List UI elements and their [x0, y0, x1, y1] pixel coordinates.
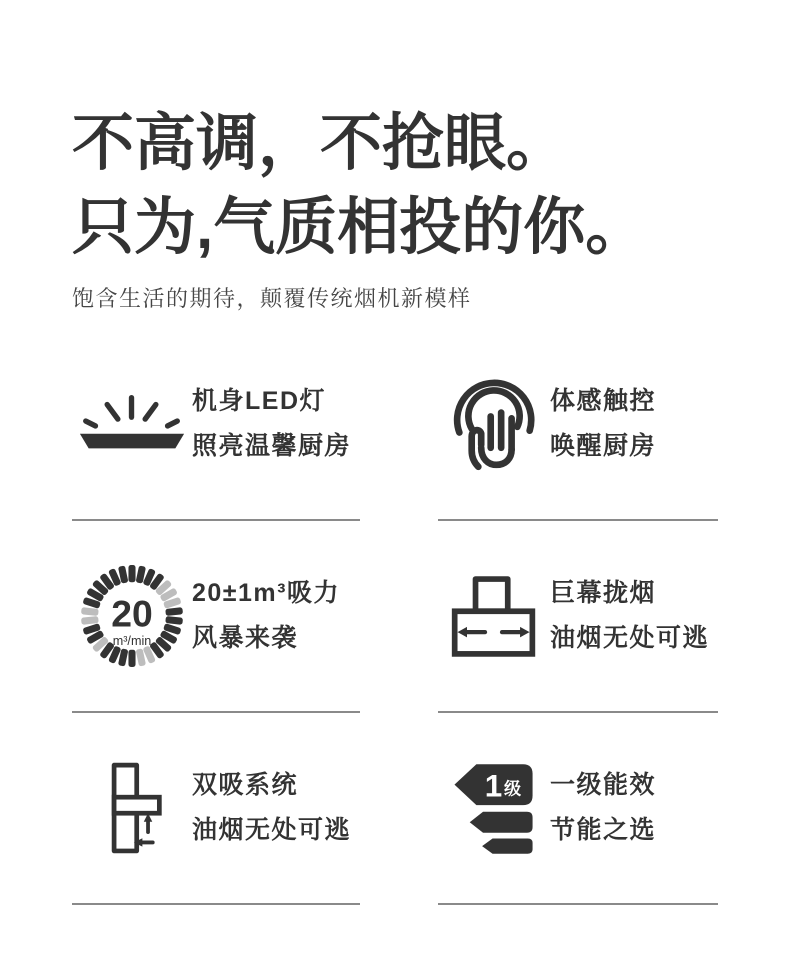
feature-cell-suction: [72, 521, 360, 713]
feature-title: 机身LED灯: [192, 387, 327, 415]
feature-title: 体感触控: [550, 387, 657, 415]
led-light-icon: [72, 389, 192, 459]
feature-cell-screen: [438, 521, 718, 713]
feature-title: 双吸系统: [192, 771, 299, 799]
feature-title: 巨幕拢烟: [550, 579, 657, 607]
gesture-touch-icon: [438, 375, 550, 473]
hero-section: [0, 0, 790, 313]
page-title: [72, 102, 790, 270]
page-subtitle: 饱含生活的期待，颠覆传统烟机新模样: [72, 286, 472, 311]
feature-subtitle: 节能之选: [550, 815, 657, 844]
feature-cell-led: [72, 329, 360, 521]
feature-energy: [438, 759, 718, 857]
feature-subtitle: 油烟无处可逃: [550, 623, 710, 652]
feature-subtitle: 照亮温馨厨房: [192, 431, 352, 460]
feature-led: [72, 388, 360, 460]
energy-grade-unit: 级: [504, 778, 522, 799]
hood-side-icon: [72, 761, 192, 856]
feature-cell-energy: [438, 713, 718, 905]
gauge-value: 20: [111, 592, 153, 635]
feature-title: 20±1m³吸力: [192, 579, 340, 607]
feature-suction: [72, 560, 360, 672]
feature-title: 一级能效: [550, 771, 657, 799]
feature-cell-touch: [438, 329, 718, 521]
hood-front-icon: [438, 573, 550, 659]
feature-cell-dual-suction: [72, 713, 360, 905]
feature-dual-suction: [72, 761, 360, 856]
feature-touch: [438, 375, 718, 473]
title-line-1: 不高调，不抢眼。: [72, 109, 569, 178]
gauge-unit: m³/min: [112, 633, 152, 648]
feature-subtitle: 唤醒厨房: [550, 431, 657, 460]
feature-subtitle: 油烟无处可逃: [192, 815, 352, 844]
suction-gauge-icon: [72, 560, 192, 672]
energy-label-icon: [438, 759, 550, 857]
feature-subtitle: 风暴来袭: [192, 623, 299, 652]
energy-grade-value: 1: [484, 768, 503, 804]
title-line-2: 只为,气质相投的你。: [72, 193, 648, 262]
feature-grid: [0, 329, 790, 905]
feature-screen: [438, 573, 718, 659]
